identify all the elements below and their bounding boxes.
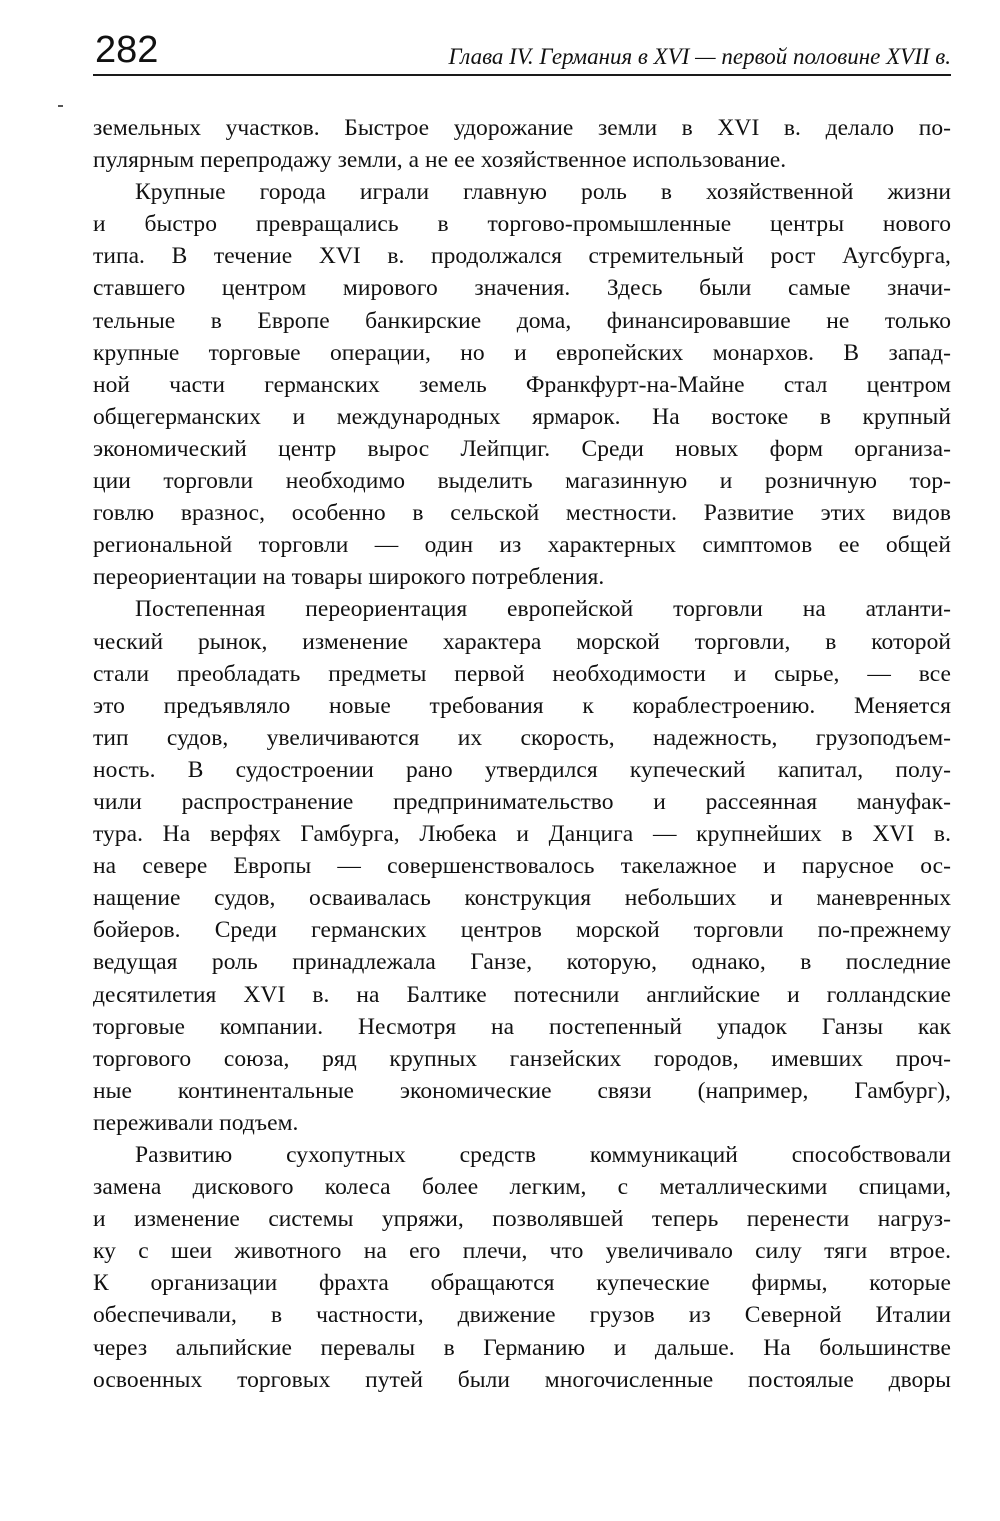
page-header — [93, 30, 951, 76]
text-line: переживали подъем. — [93, 1109, 299, 1136]
text-line: тельные в Европе банкирские дома, финансировавшие не только — [93, 307, 951, 334]
running-head: Глава IV. Германия в XVI — первой половине XVII в. — [448, 44, 951, 69]
text-line: крупные торговые операции, но и европейских монархов. В запад- — [93, 339, 951, 366]
text-line: торговые компании. Несмотря на постепенный упадок Ганзы как — [93, 1013, 951, 1040]
text-line: освоенных торговых путей были многочисленные постоялые дворы — [93, 1366, 951, 1393]
text-line: через альпийские перевалы в Германию и дальше. На большинстве — [93, 1334, 951, 1361]
text-line: ку с шеи животного на его плечи, что увеличивало силу тяги втрое. — [93, 1238, 951, 1265]
text-line: ческий рынок, изменение характера морской торговли, в которой — [93, 628, 951, 655]
text-line: чили распространение предпринимательство и рассеянная мануфак- — [93, 788, 951, 815]
text-line: Крупные города играли главную роль в хозяйственной жизни — [135, 179, 951, 206]
text-line: ведущая роль принадлежала Ганзе, которую, однако, в последние — [93, 949, 951, 976]
text-line: замена дискового колеса более легким, с металлическими спицами, — [93, 1174, 951, 1201]
text-line: общегерманских и международных ярмарок. На востоке в крупный — [93, 403, 951, 430]
text-line: экономический центр вырос Лейпциг. Среди новых форм организа- — [93, 435, 951, 462]
text-line: региональной торговли — один из характерных симптомов ее общей — [93, 532, 951, 559]
page-number: 282 — [95, 29, 159, 71]
text-line: Развитию сухопутных средств коммуникаций способствовали — [135, 1142, 951, 1168]
text-line: ность. В судостроении рано утвердился купеческий капитал, полу- — [93, 756, 951, 783]
text-line: К организации фрахта обращаются купеческие фирмы, которые — [93, 1270, 951, 1297]
text-line: ные континентальные экономические связи (например, Гамбург), — [93, 1077, 951, 1104]
text-line: и изменение системы упряжи, позволявшей теперь перенести нагруз- — [93, 1206, 951, 1233]
text-line: типа. В течение XVI в. продолжался стремительный рост Аугсбурга, — [93, 243, 951, 270]
text-line: десятилетия XVI в. на Балтике потеснили английские и голландские — [93, 981, 951, 1008]
text-line: обеспечивали, в частности, движение грузов из Северной Италии — [93, 1302, 951, 1329]
text-line: это предъявляло новые требования к кораблестроению. Меняется — [93, 692, 951, 719]
text-line: ции торговли необходимо выделить магазинную и розничную тор- — [93, 468, 951, 495]
text-line: нащение судов, осваивалась конструкция небольших и маневренных — [93, 885, 951, 912]
text-line: земельных участков. Быстрое удорожание земли в XVI в. делало по- — [93, 115, 951, 141]
text-line: ной части германских земель Франкфурт-на-Майне стал центром — [93, 371, 951, 398]
text-line: ставшего центром мирового значения. Здесь были самые значи- — [93, 275, 951, 302]
text-line: пулярным перепродажу земли, а не ее хозяйственное использование. — [93, 147, 787, 174]
text-line: тип судов, увеличиваются их скорость, надежность, грузоподъем- — [93, 724, 951, 751]
text-line: говлю вразнос, особенно в сельской местности. Развитие этих видов — [93, 500, 951, 527]
margin-mark — [58, 105, 63, 107]
text-line: бойеров. Среди германских центров морской торговли по-прежнему — [93, 917, 951, 944]
text-line: стали преобладать предметы первой необходимости и сырье, — все — [93, 660, 951, 687]
body-text — [93, 112, 951, 1396]
text-line: Постепенная переориентация европейской торговли на атланти- — [135, 596, 951, 623]
text-line: тура. На верфях Гамбурга, Любека и Данцига — крупнейших в XVI в. — [93, 821, 951, 848]
text-line: торгового союза, ряд крупных ганзейских городов, имевших проч- — [93, 1045, 951, 1072]
text-line: переориентации на товары широкого потребления. — [93, 564, 605, 591]
text-line: на севере Европы — совершенствовалось такелажное и парусное ос- — [93, 853, 951, 880]
text-line: и быстро превращались в торгово-промышленные центры нового — [93, 211, 951, 238]
